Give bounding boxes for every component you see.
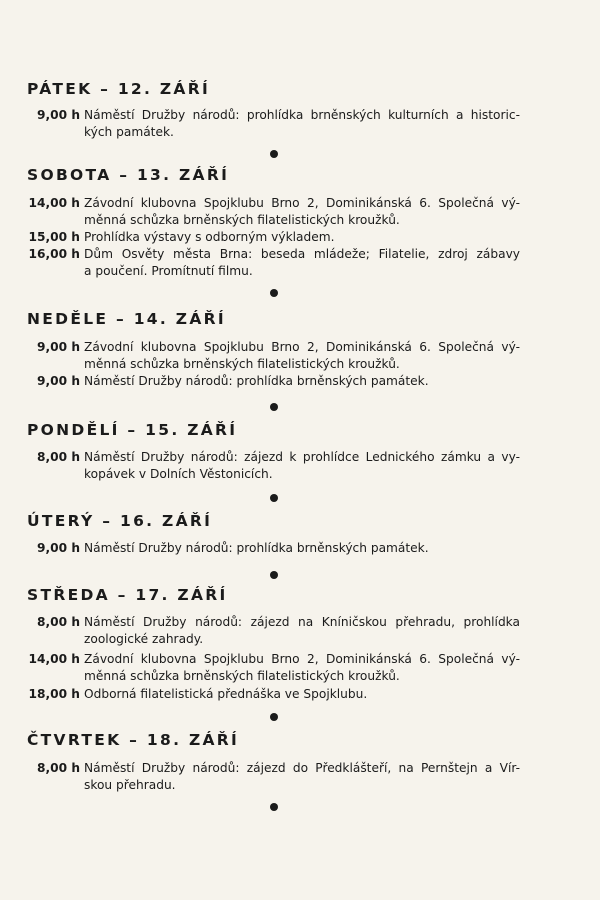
event-line: měnná schůzka brněnských filatelistických kroužků. bbox=[84, 357, 400, 371]
event-time: 8,00 h bbox=[37, 615, 80, 629]
event-description bbox=[84, 229, 520, 246]
day-heading: PONDĚLÍ – 15. ZÁŘÍ bbox=[27, 421, 238, 439]
day-heading: NEDĚLE – 14. ZÁŘÍ bbox=[27, 310, 226, 328]
event-description bbox=[84, 686, 520, 703]
event-time: 14,00 h bbox=[28, 652, 80, 666]
event-line: zoologické zahrady. bbox=[84, 632, 204, 646]
event-description bbox=[84, 373, 520, 390]
event-time: 18,00 h bbox=[28, 687, 80, 701]
day-heading: ČTVRTEK – 18. ZÁŘÍ bbox=[27, 731, 240, 749]
event-description bbox=[84, 449, 520, 483]
event-line: Závodní klubovna Spojklubu Brno 2, Dominikánská 6. Společná vý- bbox=[84, 340, 520, 354]
event-time: 8,00 h bbox=[37, 761, 80, 775]
event-time: 8,00 h bbox=[37, 450, 80, 464]
event-description bbox=[84, 195, 520, 229]
separator-dot bbox=[270, 571, 278, 579]
day-heading: ÚTERÝ – 16. ZÁŘÍ bbox=[27, 512, 213, 530]
event-line: Závodní klubovna Spojklubu Brno 2, Dominikánská 6. Společná vý- bbox=[84, 196, 520, 210]
event-time: 9,00 h bbox=[37, 541, 80, 555]
event-line: Závodní klubovna Spojklubu Brno 2, Dominikánská 6. Společná vý- bbox=[84, 652, 520, 666]
event-line: Dům Osvěty města Brna: beseda mládeže; Filatelie, zdroj zábavy bbox=[84, 247, 520, 261]
separator-dot bbox=[270, 494, 278, 502]
event-line: Odborná filatelistická přednáška ve Spojklubu. bbox=[84, 687, 368, 701]
event-line: Náměstí Družby národů: zájezd na Kníničskou přehradu, prohlídka bbox=[84, 615, 520, 629]
event-description bbox=[84, 107, 520, 141]
event-time: 14,00 h bbox=[28, 196, 80, 210]
event-line: Náměstí Družby národů: zájezd k prohlídce Lednického zámku a vy- bbox=[84, 450, 520, 464]
event-description bbox=[84, 339, 520, 373]
event-description bbox=[84, 760, 520, 794]
day-heading: STŘEDA – 17. ZÁŘÍ bbox=[27, 586, 228, 604]
event-time: 9,00 h bbox=[37, 374, 80, 388]
event-line: měnná schůzka brněnských filatelistických kroužků. bbox=[84, 213, 400, 227]
event-line: Prohlídka výstavy s odborným výkladem. bbox=[84, 230, 335, 244]
separator-dot bbox=[270, 403, 278, 411]
separator-dot bbox=[270, 289, 278, 297]
day-heading: SOBOTA – 13. ZÁŘÍ bbox=[27, 166, 230, 184]
event-line: kopávek v Dolních Věstonicích. bbox=[84, 467, 273, 481]
event-line: skou přehradu. bbox=[84, 778, 176, 792]
separator-dot bbox=[270, 803, 278, 811]
event-line: Náměstí Družby národů: prohlídka brněnských kulturních a historic- bbox=[84, 108, 520, 122]
separator-dot bbox=[270, 713, 278, 721]
event-time: 16,00 h bbox=[28, 247, 80, 261]
event-line: Náměstí Družby národů: prohlídka brněnských památek. bbox=[84, 541, 429, 555]
event-time: 9,00 h bbox=[37, 340, 80, 354]
separator-dot bbox=[270, 150, 278, 158]
event-time: 9,00 h bbox=[37, 108, 80, 122]
event-line: Náměstí Družby národů: prohlídka brněnských památek. bbox=[84, 374, 429, 388]
event-line: Náměstí Družby národů: zájezd do Předklášteří, na Pernštejn a Vír- bbox=[84, 761, 520, 775]
event-line: kých památek. bbox=[84, 125, 174, 139]
event-line: a poučení. Promítnutí filmu. bbox=[84, 264, 253, 278]
event-time: 15,00 h bbox=[28, 230, 80, 244]
day-heading: PÁTEK – 12. ZÁŘÍ bbox=[27, 80, 211, 98]
event-description bbox=[84, 614, 520, 648]
event-description bbox=[84, 246, 520, 280]
event-description bbox=[84, 540, 520, 557]
event-description bbox=[84, 651, 520, 685]
event-line: měnná schůzka brněnských filatelistických kroužků. bbox=[84, 669, 400, 683]
